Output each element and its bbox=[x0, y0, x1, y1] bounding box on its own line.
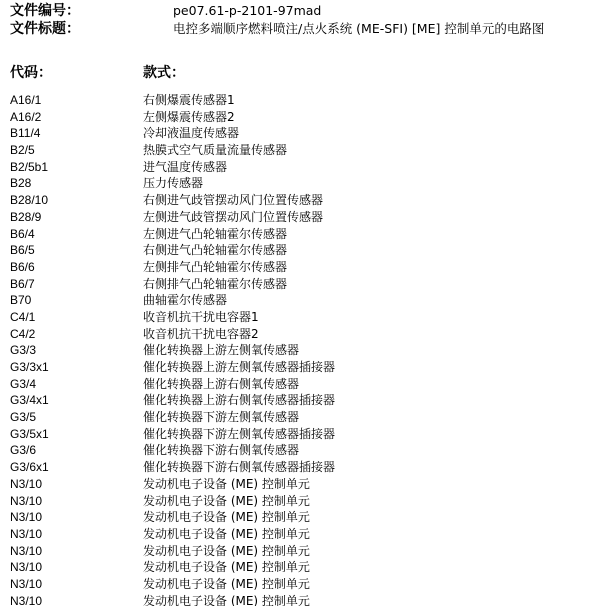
component-name: 催化转换器上游右侧氧传感器 bbox=[143, 376, 300, 391]
doc-number-label: 文件编号： bbox=[10, 3, 80, 19]
list-item bbox=[0, 593, 602, 606]
component-list bbox=[0, 92, 602, 606]
doc-title-label: 文件标题： bbox=[10, 21, 80, 37]
component-code: N3/10 bbox=[10, 593, 43, 606]
component-code: G3/6 bbox=[10, 443, 37, 458]
component-name: 催化转换器下游左侧氧传感器 bbox=[143, 410, 300, 425]
component-code: N3/10 bbox=[10, 576, 43, 591]
component-code: G3/5 bbox=[10, 410, 37, 425]
component-name: 热膜式空气质量流量传感器 bbox=[143, 143, 288, 158]
component-code: B70 bbox=[10, 293, 32, 308]
component-code: B6/7 bbox=[10, 276, 35, 291]
list-item bbox=[0, 125, 602, 142]
component-code: N3/10 bbox=[10, 510, 43, 525]
list-item bbox=[0, 493, 602, 510]
list-item bbox=[0, 175, 602, 192]
component-code: N3/10 bbox=[10, 543, 43, 558]
component-name: 催化转换器上游右侧氧传感器插接器 bbox=[143, 393, 336, 408]
list-item bbox=[0, 259, 602, 276]
component-name: 发动机电子设备 (ME) 控制单元 bbox=[143, 493, 310, 508]
component-name: 右侧爆震传感器1 bbox=[143, 93, 235, 107]
list-item bbox=[0, 442, 602, 459]
component-name: 收音机抗干扰电容器2 bbox=[143, 326, 259, 341]
component-code: N3/10 bbox=[10, 526, 43, 541]
component-name: 右侧进气凸轮轴霍尔传感器 bbox=[143, 243, 288, 258]
component-code: C4/1 bbox=[10, 309, 36, 324]
list-item bbox=[0, 192, 602, 209]
list-item bbox=[0, 459, 602, 476]
list-item bbox=[0, 543, 602, 560]
component-code: G3/6x1 bbox=[10, 460, 49, 475]
component-name: 进气温度传感器 bbox=[143, 159, 228, 174]
list-item bbox=[0, 376, 602, 393]
component-name: 右侧进气歧管摆动风门位置传感器 bbox=[143, 193, 324, 208]
component-name: 左侧进气凸轮轴霍尔传感器 bbox=[143, 226, 288, 241]
component-name: 右侧排气凸轮轴霍尔传感器 bbox=[143, 276, 288, 291]
component-code: A16/1 bbox=[10, 93, 42, 107]
list-item bbox=[0, 409, 602, 426]
component-code: A16/2 bbox=[10, 109, 42, 124]
component-name: 收音机抗干扰电容器1 bbox=[143, 309, 259, 324]
component-name: 发动机电子设备 (ME) 控制单元 bbox=[143, 543, 310, 558]
component-name: 左侧爆震传感器2 bbox=[143, 109, 235, 124]
component-name: 冷却液温度传感器 bbox=[143, 126, 240, 141]
component-code: B28/10 bbox=[10, 193, 49, 208]
list-item bbox=[0, 509, 602, 526]
component-code: B28/9 bbox=[10, 209, 42, 224]
component-name: 发动机电子设备 (ME) 控制单元 bbox=[143, 560, 310, 575]
component-name: 发动机电子设备 (ME) 控制单元 bbox=[143, 593, 310, 606]
component-code: B6/5 bbox=[10, 243, 35, 258]
component-code: G3/5x1 bbox=[10, 426, 49, 441]
component-name: 发动机电子设备 (ME) 控制单元 bbox=[143, 526, 310, 541]
component-name: 催化转换器下游左侧氧传感器插接器 bbox=[143, 426, 336, 441]
list-item bbox=[0, 476, 602, 493]
component-name: 压力传感器 bbox=[143, 176, 204, 191]
component-code: B2/5 bbox=[10, 143, 35, 158]
list-item bbox=[0, 142, 602, 159]
list-item bbox=[0, 309, 602, 326]
component-name: 发动机电子设备 (ME) 控制单元 bbox=[143, 476, 310, 491]
list-item bbox=[0, 292, 602, 309]
component-code: B6/6 bbox=[10, 259, 35, 274]
doc-number-value: pe07.61-p-2101-97mad bbox=[173, 3, 322, 18]
list-item bbox=[0, 392, 602, 409]
component-name: 催化转换器上游左侧氧传感器 bbox=[143, 343, 300, 358]
component-code: G3/4x1 bbox=[10, 393, 49, 408]
component-code: B11/4 bbox=[10, 126, 41, 141]
list-item bbox=[0, 242, 602, 259]
component-code: B6/4 bbox=[10, 226, 35, 241]
component-name: 发动机电子设备 (ME) 控制单元 bbox=[143, 510, 310, 525]
component-name: 发动机电子设备 (ME) 控制单元 bbox=[143, 576, 310, 591]
component-name: 曲轴霍尔传感器 bbox=[143, 293, 228, 308]
component-name: 催化转换器上游左侧氧传感器插接器 bbox=[143, 360, 336, 374]
list-item bbox=[0, 526, 602, 543]
doc-title-value: 电控多端顺序燃料喷注/点火系统 (ME-SFI) [ME] 控制单元的电路图 bbox=[173, 21, 545, 36]
component-code: G3/4 bbox=[10, 376, 37, 391]
component-code: B2/5b1 bbox=[10, 159, 49, 174]
component-code: N3/10 bbox=[10, 560, 43, 575]
list-item bbox=[0, 159, 602, 176]
component-code: N3/10 bbox=[10, 493, 43, 508]
component-name: 左侧进气歧管摆动风门位置传感器 bbox=[143, 209, 324, 224]
list-item bbox=[0, 276, 602, 293]
component-name: 催化转换器下游右侧氧传感器 bbox=[143, 443, 300, 458]
list-item bbox=[0, 109, 602, 126]
component-code: C4/2 bbox=[10, 326, 36, 341]
component-code: G3/3 bbox=[10, 343, 37, 358]
component-code: N3/10 bbox=[10, 476, 43, 491]
list-item bbox=[0, 92, 602, 109]
component-name: 催化转换器下游右侧氧传感器插接器 bbox=[143, 460, 336, 475]
component-code: B28 bbox=[10, 176, 32, 191]
list-item bbox=[0, 342, 602, 359]
code-column-header: 代码： bbox=[10, 65, 52, 81]
list-item bbox=[0, 326, 602, 343]
component-code: G3/3x1 bbox=[10, 360, 49, 374]
list-item bbox=[0, 359, 602, 376]
component-name: 左侧排气凸轮轴霍尔传感器 bbox=[143, 259, 288, 274]
list-item bbox=[0, 209, 602, 226]
list-item bbox=[0, 226, 602, 243]
name-column-header: 款式： bbox=[143, 65, 185, 81]
list-item bbox=[0, 426, 602, 443]
list-item bbox=[0, 576, 602, 593]
list-item bbox=[0, 559, 602, 576]
